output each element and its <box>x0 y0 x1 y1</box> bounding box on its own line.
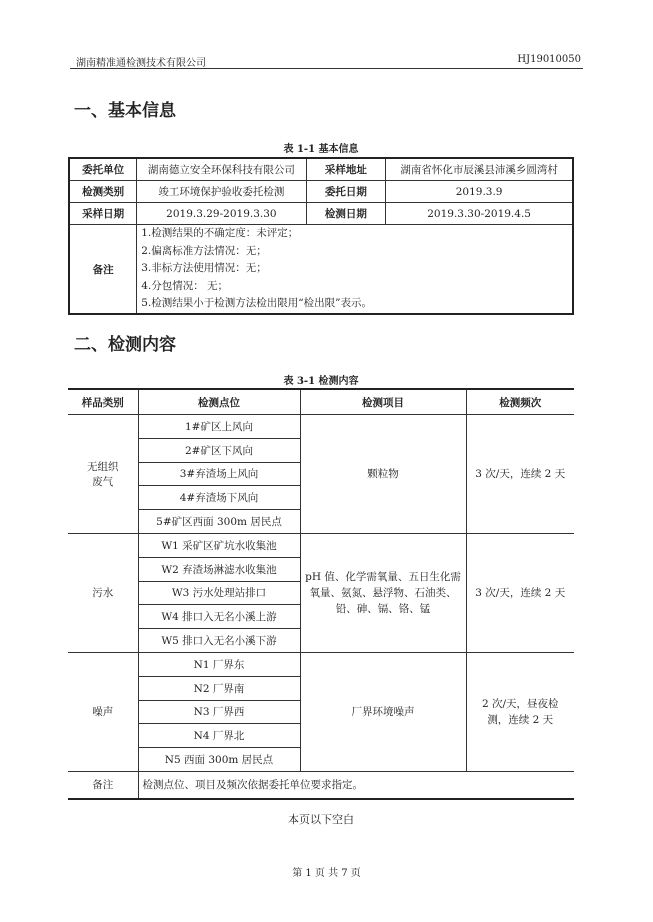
point-cell: N2 厂界南 <box>138 676 300 700</box>
point-cell: 5#矿区西面 300m 居民点 <box>138 510 300 534</box>
items-cell: pH 值、化学需氧量、五日生化需氧量、氨氮、悬浮物、石油类、铅、砷、镉、铬、锰 <box>300 533 466 652</box>
point-cell: W4 排口入无名小溪上游 <box>138 605 300 629</box>
category-cell: 噪声 <box>68 652 138 771</box>
note-line: 2.偏离标准方法情况：无； <box>141 244 267 257</box>
frequency-cell: 3 次/天，连续 2 天 <box>466 415 574 534</box>
point-cell: W1 采矿区矿坑水收集池 <box>138 533 300 557</box>
col-header-frequency: 检测频次 <box>466 389 574 415</box>
table-row <box>68 415 574 439</box>
point-cell: 2#矿区下风向 <box>138 438 300 462</box>
company-name: 湖南精准通检测技术有限公司 <box>76 58 206 69</box>
items-cell: 厂界环境噪声 <box>300 652 466 771</box>
notes-cell <box>137 225 573 315</box>
commission-date-value: 2019.3.9 <box>386 181 573 203</box>
test-date-value: 2019.3.30-2019.4.5 <box>386 203 573 225</box>
frequency-cell: 2 次/天，昼夜检测，连续 2 天 <box>466 652 574 771</box>
site-label: 采样地址 <box>306 158 386 181</box>
point-cell: N3 厂界西 <box>138 700 300 724</box>
point-cell: 3#弃渣场上风向 <box>138 462 300 486</box>
point-cell: 4#弃渣场下风向 <box>138 486 300 510</box>
note-line: 1.检测结果的不确定度：未评定； <box>141 227 299 240</box>
remark-value: 检测点位、项目及频次依据委托单位要求指定。 <box>138 771 574 799</box>
col-header-point: 检测点位 <box>138 389 300 415</box>
report-number: HJ19010050 <box>517 54 581 65</box>
client-label: 委托单位 <box>69 158 137 181</box>
point-cell: N5 西面 300m 居民点 <box>138 748 300 772</box>
items-cell: 颗粒物 <box>300 415 466 534</box>
point-cell: W3 污水处理站排口 <box>138 581 300 605</box>
test-content-table <box>68 388 574 800</box>
header-divider <box>70 68 583 69</box>
col-header-category: 样品类别 <box>68 389 138 415</box>
section-basic-info-title: 一、基本信息 <box>74 101 176 121</box>
sampling-date-value: 2019.3.29-2019.3.30 <box>137 203 306 225</box>
table-row <box>69 203 573 225</box>
section-test-content-title: 二、检测内容 <box>74 335 176 355</box>
point-cell: N4 厂界北 <box>138 724 300 748</box>
remark-label: 备注 <box>68 771 138 799</box>
table-row <box>69 158 573 181</box>
table1-caption: 表 1-1 基本信息 <box>283 144 359 155</box>
table-row <box>69 225 573 315</box>
test-type-value: 竣工环境保护验收委托检测 <box>137 181 306 203</box>
basic-info-table <box>68 157 574 315</box>
point-cell: N1 厂界东 <box>138 652 300 676</box>
col-header-item: 检测项目 <box>300 389 466 415</box>
table-header-row <box>68 389 574 415</box>
category-cell: 无组织废气 <box>68 415 138 534</box>
table-row <box>68 771 574 799</box>
table-row <box>68 533 574 557</box>
test-date-label: 检测日期 <box>306 203 386 225</box>
test-type-label: 检测类别 <box>69 181 137 203</box>
notes-label: 备注 <box>69 225 137 315</box>
commission-date-label: 委托日期 <box>306 181 386 203</box>
note-line: 3.非标方法使用情况：无； <box>141 262 267 275</box>
blank-below-note: 本页以下空白 <box>288 813 354 826</box>
page-number: 第 1 页 共 7 页 <box>292 868 361 879</box>
table-row <box>69 181 573 203</box>
note-line: 5.检测结果小于检测方法检出限用“检出限”表示。 <box>141 297 372 310</box>
point-cell: W5 排口入无名小溪下游 <box>138 629 300 653</box>
sampling-date-label: 采样日期 <box>69 203 137 225</box>
point-cell: 1#矿区上风向 <box>138 415 300 439</box>
note-line: 4.分包情况： 无； <box>141 279 229 292</box>
category-cell: 污水 <box>68 533 138 652</box>
site-value: 湖南省怀化市辰溪县沛溪乡圆湾村 <box>386 158 573 181</box>
point-cell: W2 弃渣场淋滤水收集池 <box>138 557 300 581</box>
table2-caption: 表 3-1 检测内容 <box>283 376 359 387</box>
client-value: 湖南德立安全环保科技有限公司 <box>137 158 306 181</box>
frequency-cell: 3 次/天，连续 2 天 <box>466 533 574 652</box>
table-row <box>68 652 574 676</box>
